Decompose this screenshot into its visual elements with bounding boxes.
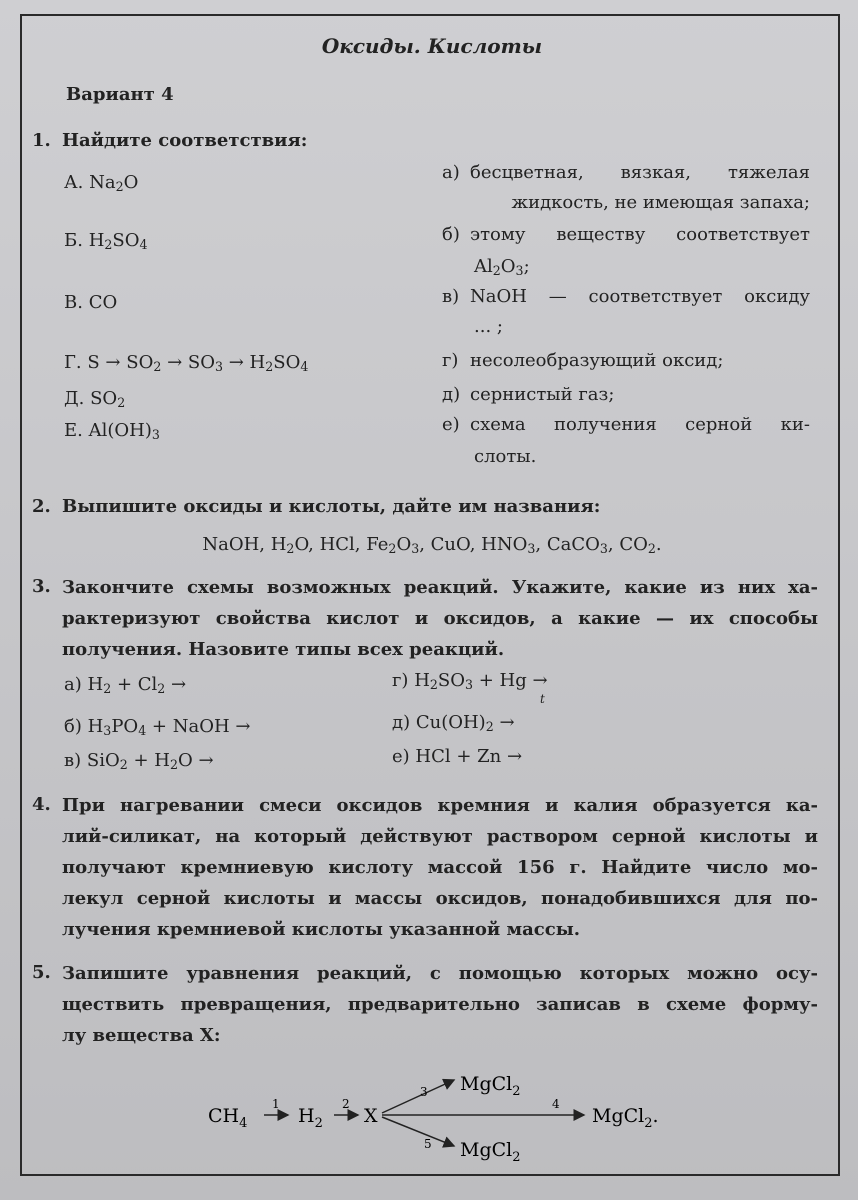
task1-right-line: схема получения серной ки-	[470, 414, 810, 435]
task1-right-label: д)	[442, 384, 461, 405]
scheme-mgcl2-top: MgCl$_2$	[460, 1073, 521, 1099]
task1-left-item: Г. $S \to SO_2 \to SO_3 \to H_2SO_4$	[64, 352, 309, 375]
step-label-4: 4	[552, 1097, 560, 1111]
task4-line: получают кремниевую кислоту массой 156 г. Найдите число мо-	[62, 857, 818, 878]
task1-right-line: этому веществу соответствует	[470, 224, 810, 245]
task3-line: получения. Назовите типы всех реакций.	[62, 639, 505, 660]
task4-line: лекул серной кислоты и массы оксидов, понадобившихся для по-	[62, 888, 818, 909]
task1-right-label: е)	[442, 414, 460, 435]
step-label-2: 2	[342, 1097, 350, 1111]
task3-reaction: в) $SiO_2 + H_2O$ →	[64, 750, 214, 773]
task5-line: Запишите уравнения реакций, с помощью которых можно осу-	[62, 963, 818, 984]
task5-number: 5.	[32, 962, 51, 983]
task2-title: Выпишите оксиды и кислоты, дайте им названия:	[62, 496, 601, 517]
task1-left-item: Б. $H_2SO_4$	[64, 230, 148, 253]
task1-left-item: Д. $SO_2$	[64, 388, 126, 411]
task1-right-line: слоты.	[474, 446, 537, 467]
scheme-x: X	[364, 1105, 378, 1127]
task3-reaction: е) HCl + Zn →	[392, 746, 523, 767]
task3-number: 3.	[32, 576, 51, 597]
task1-right-line: несолеобразующий оксид;	[470, 350, 724, 371]
task3-reaction: б) $H_3PO_4$ + NaOH →	[64, 716, 251, 739]
arrow-3	[382, 1080, 454, 1113]
task3-reaction: д) $Cu(OH)_2$ →	[392, 712, 515, 735]
task3-line: рактеризуют свойства кислот и оксидов, а какие — их способы	[62, 608, 818, 629]
task1-right-line: ... ;	[474, 316, 503, 337]
task1-right-line: бесцветная, вязкая, тяжелая	[470, 162, 810, 183]
task4-line: При нагревании смеси оксидов кремния и калия образуется ка-	[62, 795, 818, 816]
task2-formulas: NaOH, $H_2O$, HCl, $Fe_2O_3$, CuO, $HNO_3$, CaCO$_3$, $CO_2$.	[202, 534, 662, 557]
scheme-h2: $H_2$	[298, 1105, 323, 1131]
task1-right-label: б)	[442, 224, 460, 245]
page-title: Оксиды. Кислоты	[321, 34, 543, 58]
arrow-5	[382, 1117, 454, 1146]
task3-reaction: г) $H_2SO_3 + Hg$ →	[392, 670, 548, 693]
task3-line: Закончите схемы возможных реакций. Укажите, какие из них ха-	[62, 577, 818, 598]
step-label-3: 3	[420, 1085, 428, 1099]
task5-line: лу вещества X:	[62, 1025, 221, 1046]
task1-title: Найдите соответствия:	[62, 130, 308, 151]
task1-left-item: В. CO	[64, 292, 118, 313]
step-label-5: 5	[424, 1137, 432, 1151]
heat-mark: t	[540, 692, 545, 706]
variant-heading: Вариант 4	[66, 84, 174, 105]
task1-left-item: Е. $Al(OH)_3$	[64, 420, 160, 443]
scheme-mgcl2-bottom: MgCl$_2$	[460, 1139, 521, 1165]
task1-right-line: NaOH — соответствует оксиду	[470, 286, 810, 307]
worksheet-frame	[20, 14, 840, 1176]
task1-right-label: а)	[442, 162, 460, 183]
task1-right-label: г)	[442, 350, 459, 371]
task1-left-item: А. $Na_2O$	[64, 172, 139, 195]
task5-line: ществить превращения, предварительно записав в схеме форму-	[62, 994, 818, 1015]
task1-number: 1.	[32, 130, 51, 151]
task1-right-line: $Al_2O_3$;	[474, 256, 530, 279]
reaction-scheme	[192, 1056, 692, 1165]
task2-number: 2.	[32, 496, 51, 517]
task4-number: 4.	[32, 794, 51, 815]
scheme-ch4: $CH_4$	[208, 1105, 248, 1131]
task1-right-line: жидкость, не имеющая запаха;	[511, 192, 810, 213]
task3-reaction: а) $H_2 + Cl_2$ →	[64, 674, 187, 697]
task1-right-line: сернистый газ;	[470, 384, 615, 405]
step-label-1: 1	[272, 1097, 280, 1111]
task4-line: лучения кремниевой кислоты указанной массы.	[62, 919, 581, 940]
task1-right-label: в)	[442, 286, 460, 307]
scheme-mgcl2-right: MgCl$_2$.	[592, 1105, 659, 1131]
task4-line: лий-силикат, на который действуют раствором серной кислоты и	[62, 826, 818, 847]
